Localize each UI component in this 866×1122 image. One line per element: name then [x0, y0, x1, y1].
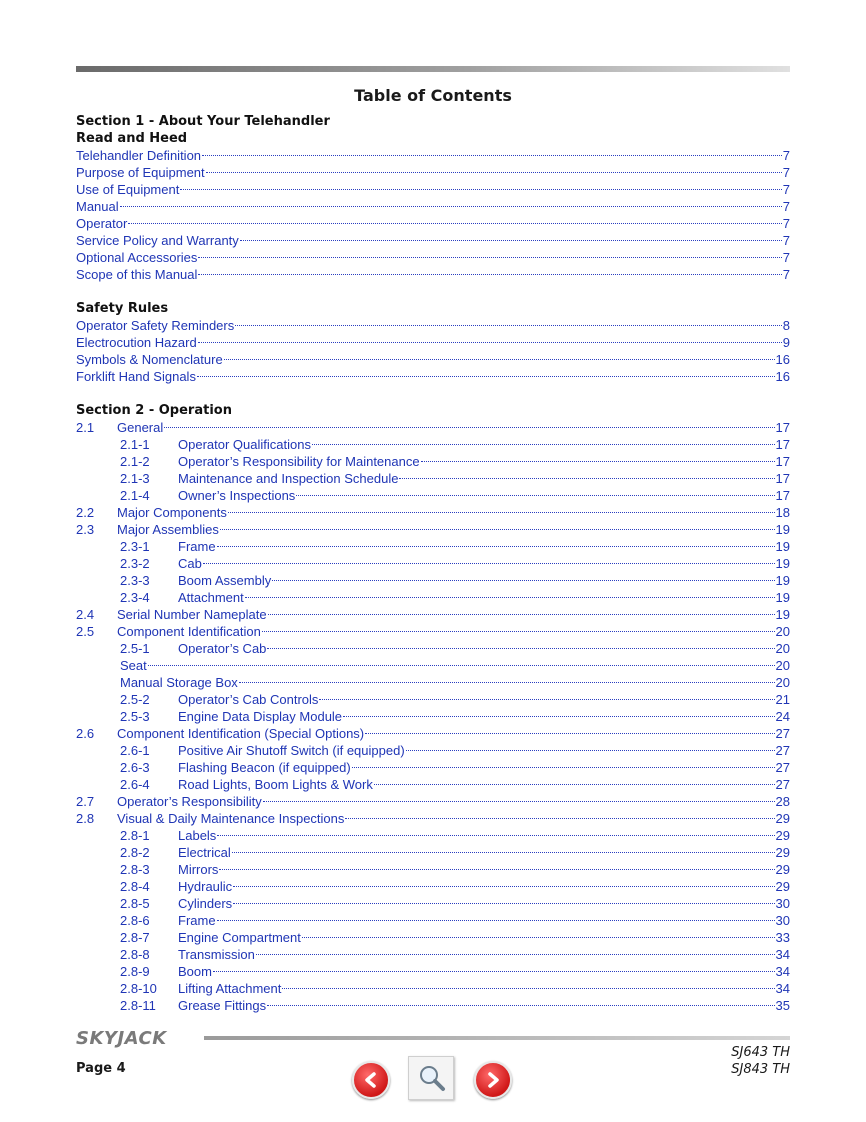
toc-leader-dots: [164, 426, 774, 428]
toc-entry-page: 29: [775, 862, 790, 877]
toc-entry-label: Labels: [178, 828, 217, 843]
toc-entry[interactable]: [76, 963, 790, 980]
toc-leader-dots: [128, 222, 781, 224]
toc-leader-dots: [399, 477, 774, 479]
toc-entry[interactable]: [76, 912, 790, 929]
toc-leader-dots: [233, 902, 774, 904]
toc-entry-label: Telehandler Definition: [76, 148, 202, 163]
toc-entry-label: Seat: [120, 658, 147, 673]
toc-entry[interactable]: [76, 742, 790, 759]
toc-entry-page: 19: [775, 607, 790, 622]
toc-entry-label: Electrical: [178, 845, 231, 860]
toc-entry-page: 16: [775, 369, 790, 384]
model-label: SJ643 TH: [731, 1045, 790, 1060]
toc-entry-number: 2.8-7: [120, 930, 150, 945]
toc-leader-dots: [343, 715, 774, 717]
toc-entry[interactable]: [76, 657, 790, 674]
toc-entry[interactable]: [76, 895, 790, 912]
toc-entry-label: Operator Qualifications: [178, 437, 311, 452]
toc-entry-page: 27: [775, 726, 790, 741]
toc-entry-label: Operator Safety Reminders: [76, 318, 235, 333]
toc-entry-label: Operator’s Responsibility: [117, 794, 262, 809]
safety-entries: [76, 317, 790, 385]
toc-entry-page: 7: [782, 250, 790, 265]
toc-entry-label: Boom Assembly: [178, 573, 272, 588]
toc-entry[interactable]: [76, 674, 790, 691]
toc-entry-page: 19: [775, 590, 790, 605]
toc-entry-number: 2.1-2: [120, 454, 150, 469]
toc-entry-number: 2.5-2: [120, 692, 150, 707]
toc-entry-page: 9: [782, 335, 790, 350]
toc-entry-number: 2.8-11: [120, 998, 156, 1013]
toc-entry-label: Boom: [178, 964, 212, 979]
toc-entry-label: Use of Equipment: [76, 182, 180, 197]
toc-entry[interactable]: [76, 861, 790, 878]
toc-leader-dots: [239, 681, 775, 683]
toc-entry-page: 33: [775, 930, 790, 945]
toc-entry-page: 7: [782, 267, 790, 282]
toc-entry-page: 7: [782, 182, 790, 197]
toc-leader-dots: [202, 154, 782, 156]
toc-entry-number: 2.8-8: [120, 947, 150, 962]
toc-leader-dots: [312, 443, 775, 445]
toc-entry-label: Symbols & Nomenclature: [76, 352, 223, 367]
toc-entry-page: 7: [782, 165, 790, 180]
toc-entry-label: Service Policy and Warranty: [76, 233, 239, 248]
toc-entry-label: Manual Storage Box: [120, 675, 238, 690]
toc-leader-dots: [180, 188, 781, 190]
toc-entry-page: 29: [775, 811, 790, 826]
toc-entry-label: Manual: [76, 199, 119, 214]
toc-entry-label: General: [117, 420, 164, 435]
toc-entry[interactable]: [76, 504, 790, 521]
toc-entry[interactable]: [76, 623, 790, 640]
toc-entry-label: Major Components: [117, 505, 227, 520]
section-heading: Section 2 - Operation: [76, 403, 232, 418]
toc-leader-dots: [374, 783, 775, 785]
toc-leader-dots: [352, 766, 775, 768]
toc-entry-page: 27: [775, 777, 790, 792]
toc-entry-page: 7: [782, 199, 790, 214]
toc-entry[interactable]: [76, 725, 790, 742]
toc-entry-page: 27: [775, 743, 790, 758]
toc-leader-dots: [197, 375, 775, 377]
toc-entry[interactable]: [76, 351, 790, 368]
toc-entry[interactable]: [76, 589, 790, 606]
toc-entry-page: 17: [775, 471, 790, 486]
toc-entry-page: 20: [775, 641, 790, 656]
model-label: SJ843 TH: [731, 1062, 790, 1077]
toc-entry-number: 2.3-4: [120, 590, 150, 605]
toc-entry-label: Road Lights, Boom Lights & Work: [178, 777, 373, 792]
toc-entry-page: 21: [775, 692, 790, 707]
toc-entry[interactable]: [76, 147, 790, 164]
toc-leader-dots: [148, 664, 775, 666]
toc-entry-page: 29: [775, 845, 790, 860]
subsection-heading: Read and Heed: [76, 131, 188, 146]
toc-entry[interactable]: [76, 249, 790, 266]
toc-entry-number: 2.1: [76, 420, 95, 435]
toc-entry-label: Serial Number Nameplate: [117, 607, 267, 622]
previous-page-icon: [362, 1071, 380, 1089]
toc-entry-label: Component Identification (Special Options): [117, 726, 365, 741]
toc-entry-number: 2.6: [76, 726, 95, 741]
toc-entry-page: 28: [775, 794, 790, 809]
toc-entry[interactable]: [76, 572, 790, 589]
toc-entry[interactable]: [76, 946, 790, 963]
toc-entry[interactable]: [76, 555, 790, 572]
toc-entry-label: Cab: [178, 556, 202, 571]
toc-entry-number: 2.5-1: [120, 641, 150, 656]
toc-entry[interactable]: [76, 844, 790, 861]
toc-entry[interactable]: [76, 368, 790, 385]
toc-entry-label: Scope of this Manual: [76, 267, 198, 282]
toc-entry-page: 19: [775, 556, 790, 571]
toc-entry-page: 27: [775, 760, 790, 775]
toc-entry-number: 2.3-2: [120, 556, 150, 571]
toc-entry-label: Attachment: [178, 590, 244, 605]
toc-leader-dots: [217, 834, 774, 836]
magnifier-icon: [409, 1057, 453, 1099]
toc-entry-number: 2.1-1: [120, 437, 150, 452]
table-of-contents: [76, 113, 790, 1014]
toc-entry[interactable]: [76, 691, 790, 708]
toc-entry[interactable]: [76, 759, 790, 776]
page-title: Table of Contents: [354, 86, 512, 105]
toc-entry-number: 2.8: [76, 811, 95, 826]
toc-leader-dots: [262, 630, 775, 632]
toc-leader-dots: [120, 205, 782, 207]
toc-entry-page: 7: [782, 216, 790, 231]
previous-page-button[interactable]: [352, 1061, 390, 1099]
toc-entry[interactable]: [76, 436, 790, 453]
toc-leader-dots: [245, 596, 775, 598]
toc-entry-label: Cylinders: [178, 896, 233, 911]
toc-leader-dots: [345, 817, 774, 819]
toc-entry-label: Electrocution Hazard: [76, 335, 197, 350]
toc-entry[interactable]: [76, 164, 790, 181]
toc-entry-number: 2.8-5: [120, 896, 150, 911]
toc-leader-dots: [198, 273, 781, 275]
toc-entry-page: 19: [775, 522, 790, 537]
page-number: Page 4: [76, 1061, 126, 1076]
toc-leader-dots: [365, 732, 774, 734]
section-heading: Safety Rules: [76, 301, 169, 316]
toc-leader-dots: [213, 970, 775, 972]
toc-entry-label: Operator’s Responsibility for Maintenance: [178, 454, 420, 469]
toc-entry-number: 2.1-4: [120, 488, 150, 503]
toc-leader-dots: [198, 256, 781, 258]
toc-entry-page: 34: [775, 981, 790, 996]
toc-entry-label: Operator’s Cab: [178, 641, 267, 656]
toc-entry-number: 2.8-10: [120, 981, 157, 996]
toc-leader-dots: [224, 358, 775, 360]
toc-entry[interactable]: [76, 980, 790, 997]
toc-entry-page: 17: [775, 420, 790, 435]
toc-entry-page: 20: [775, 675, 790, 690]
toc-entry-label: Mirrors: [178, 862, 219, 877]
toc-entry-page: 30: [775, 913, 790, 928]
model-numbers: [731, 1044, 790, 1078]
toc-entry[interactable]: [76, 538, 790, 555]
toc-leader-dots: [267, 1004, 774, 1006]
toc-entry-label: Frame: [178, 913, 216, 928]
toc-entry-page: 7: [782, 148, 790, 163]
toc-entry-label: Hydraulic: [178, 879, 233, 894]
toc-entry-number: 2.3-1: [120, 539, 150, 554]
next-page-icon: [484, 1071, 502, 1089]
toc-entry-label: Operator’s Cab Controls: [178, 692, 319, 707]
toc-leader-dots: [263, 800, 775, 802]
toc-entry[interactable]: [76, 232, 790, 249]
toc-leader-dots: [228, 511, 775, 513]
toc-leader-dots: [203, 562, 775, 564]
toc-leader-dots: [272, 579, 774, 581]
toc-entry[interactable]: [76, 181, 790, 198]
toc-entry-number: 2.8-1: [120, 828, 150, 843]
toc-entry[interactable]: [76, 878, 790, 895]
toc-entry-page: 20: [775, 658, 790, 673]
section-heading: Section 1 - About Your Telehandler: [76, 114, 330, 129]
toc-entry-label: Purpose of Equipment: [76, 165, 205, 180]
toc-entry-label: Component Identification: [117, 624, 261, 639]
toc-entry-label: Major Assemblies: [117, 522, 219, 537]
toc-entry-label: Forklift Hand Signals: [76, 369, 196, 384]
toc-entry-page: 17: [775, 437, 790, 452]
toc-entry-label: Optional Accessories: [76, 250, 198, 265]
toc-leader-dots: [217, 919, 775, 921]
toc-entry-label: Flashing Beacon (if equipped): [178, 760, 351, 775]
toc-entry-number: 2.4: [76, 607, 95, 622]
skyjack-logo: SKYJACK: [76, 1028, 167, 1049]
toc-entry[interactable]: [76, 487, 790, 504]
toc-leader-dots: [302, 936, 775, 938]
toc-entry-label: Lifting Attachment: [178, 981, 282, 996]
toc-entry-page: 19: [775, 573, 790, 588]
toc-entry[interactable]: [76, 198, 790, 215]
search-button[interactable]: [408, 1056, 454, 1100]
toc-entry-label: Engine Compartment: [178, 930, 301, 945]
toc-leader-dots: [421, 460, 775, 462]
toc-entry-page: 29: [775, 828, 790, 843]
toc-entry-number: 2.8-6: [120, 913, 150, 928]
toc-entry-label: Engine Data Display Module: [178, 709, 343, 724]
toc-leader-dots: [319, 698, 774, 700]
toc-leader-dots: [240, 239, 782, 241]
toc-leader-dots: [256, 953, 775, 955]
toc-entry-number: 2.6-4: [120, 777, 150, 792]
toc-entry-number: 2.8-9: [120, 964, 150, 979]
toc-entry-page: 24: [775, 709, 790, 724]
toc-entry-number: 2.6-3: [120, 760, 150, 775]
header-rule: [76, 66, 790, 72]
toc-entry-label: Grease Fittings: [178, 998, 267, 1013]
toc-leader-dots: [268, 613, 775, 615]
toc-leader-dots: [235, 324, 782, 326]
toc-entry-number: 2.5-3: [120, 709, 150, 724]
toc-entry-page: 34: [775, 964, 790, 979]
section1-entries: [76, 147, 790, 283]
toc-entry[interactable]: [76, 470, 790, 487]
toc-entry-page: 30: [775, 896, 790, 911]
toc-entry-label: Owner’s Inspections: [178, 488, 296, 503]
toc-entry[interactable]: [76, 419, 790, 436]
toc-entry-page: 17: [775, 488, 790, 503]
toc-entry-number: 2.3-3: [120, 573, 150, 588]
toc-entry-number: 2.6-1: [120, 743, 150, 758]
toc-entry[interactable]: [76, 708, 790, 725]
toc-entry-label: Transmission: [178, 947, 255, 962]
footer-rule: [204, 1036, 790, 1040]
toc-entry-label: Operator: [76, 216, 128, 231]
toc-leader-dots: [267, 647, 774, 649]
toc-entry-page: 17: [775, 454, 790, 469]
toc-entry-page: 7: [782, 233, 790, 248]
toc-entry-number: 2.7: [76, 794, 95, 809]
toc-entry-number: 2.1-3: [120, 471, 150, 486]
toc-entry-number: 2.8-3: [120, 862, 150, 877]
toc-entry[interactable]: [76, 215, 790, 232]
next-page-button[interactable]: [474, 1061, 512, 1099]
toc-entry-label: Positive Air Shutoff Switch (if equipped): [178, 743, 405, 758]
toc-entry[interactable]: [76, 640, 790, 657]
toc-entry-page: 29: [775, 879, 790, 894]
toc-entry[interactable]: [76, 793, 790, 810]
toc-leader-dots: [198, 341, 782, 343]
section2-entries: [76, 419, 790, 1014]
toc-entry-number: 2.5: [76, 624, 95, 639]
toc-leader-dots: [282, 987, 774, 989]
toc-entry[interactable]: [76, 606, 790, 623]
toc-entry[interactable]: [76, 997, 790, 1014]
toc-entry-label: Visual & Daily Maintenance Inspections: [117, 811, 345, 826]
toc-entry-number: 2.8-2: [120, 845, 150, 860]
toc-leader-dots: [217, 545, 775, 547]
toc-leader-dots: [233, 885, 774, 887]
toc-entry-page: 34: [775, 947, 790, 962]
toc-leader-dots: [220, 528, 775, 530]
toc-entry[interactable]: [76, 827, 790, 844]
toc-entry-page: 18: [775, 505, 790, 520]
toc-entry-page: 20: [775, 624, 790, 639]
toc-entry[interactable]: [76, 776, 790, 793]
toc-entry-page: 8: [782, 318, 790, 333]
toc-entry-label: Maintenance and Inspection Schedule: [178, 471, 399, 486]
toc-entry[interactable]: [76, 266, 790, 283]
toc-entry-page: 19: [775, 539, 790, 554]
toc-entry[interactable]: [76, 521, 790, 538]
toc-entry-number: 2.3: [76, 522, 95, 537]
toc-entry-page: 16: [775, 352, 790, 367]
toc-entry[interactable]: [76, 453, 790, 470]
toc-entry-number: 2.2: [76, 505, 95, 520]
toc-entry-number: 2.8-4: [120, 879, 150, 894]
toc-leader-dots: [206, 171, 782, 173]
toc-entry[interactable]: [76, 317, 790, 334]
toc-entry[interactable]: [76, 929, 790, 946]
toc-entry[interactable]: [76, 810, 790, 827]
toc-entry-label: Frame: [178, 539, 216, 554]
toc-entry-page: 35: [775, 998, 790, 1013]
toc-leader-dots: [406, 749, 775, 751]
toc-leader-dots: [232, 851, 775, 853]
toc-leader-dots: [296, 494, 774, 496]
toc-leader-dots: [219, 868, 774, 870]
toc-entry[interactable]: [76, 334, 790, 351]
